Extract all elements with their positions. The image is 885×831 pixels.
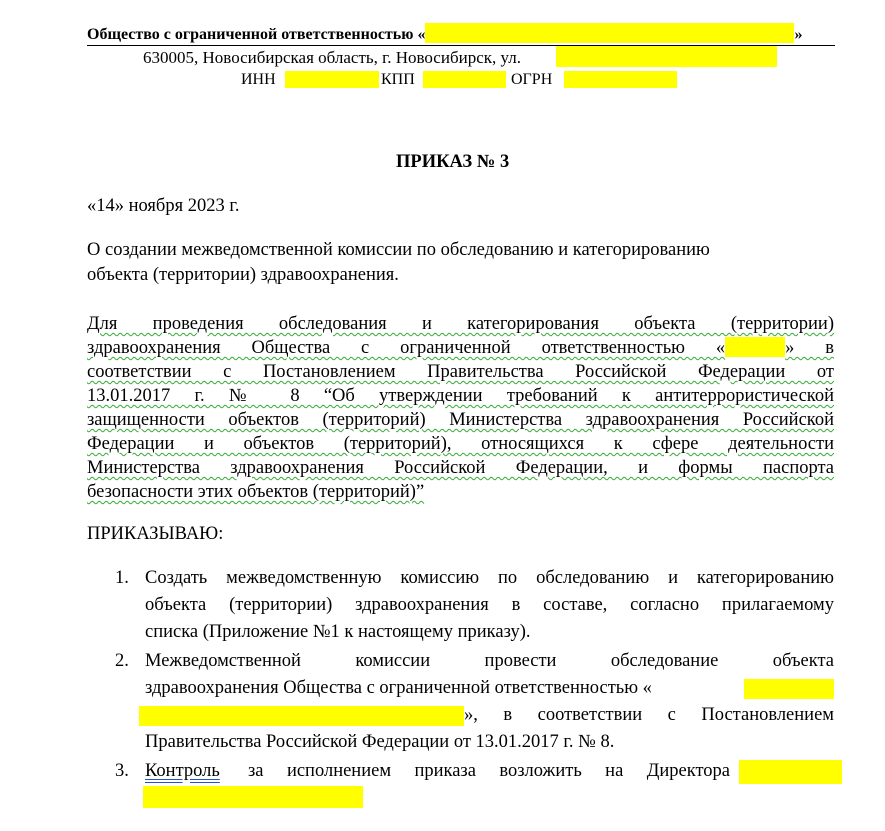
preamble-line-5: защищенности объектов (территорий) Министерства здравоохранения Российской — [87, 410, 834, 430]
preamble-line-3: соответствии с Постановлением Правительства Российской Федерации от — [87, 362, 834, 382]
redacted-item-2-b — [139, 706, 464, 726]
address-text: 630005, Новосибирская область, г. Новосибирск, ул. — [143, 48, 521, 67]
item-1-number: 1. — [115, 568, 129, 588]
item-2-line-1-text: Межведомственной комиссии провести обследование объекта — [145, 651, 834, 671]
preamble-line-7: Министерства здравоохранения Российской Федерации, и формы паспорта — [87, 458, 834, 478]
item-2-line-2-text: здравоохранения Общества с ограниченной ответственностью « — [145, 678, 652, 698]
item-3-line-1-rest — [248, 758, 730, 785]
item-1-line-2: объекта (территории) здравоохранения в составе, согласно прилагаемому — [145, 595, 834, 615]
redacted-company-name — [425, 23, 794, 43]
redacted-director-b — [143, 786, 363, 808]
item-2-line-3 — [464, 702, 834, 729]
ogrn-label: ОГРН — [511, 71, 553, 88]
kpp-label: КПП — [381, 71, 415, 88]
subject-line-2: объекта (территории) здравоохранения. — [87, 265, 399, 285]
redacted-ogrn — [564, 71, 677, 88]
document-date: «14» ноября 2023 г. — [87, 196, 240, 216]
company-prefix: Общество с ограниченной ответственностью « — [87, 26, 426, 43]
company-suffix: » — [794, 26, 803, 43]
item-2-line-2 — [145, 675, 652, 702]
preamble-line-8: безопасности этих объектов (территорий)” — [87, 482, 425, 502]
item-3-line-1 — [145, 758, 220, 785]
preamble-line-6: Федерации и объектов (территорий), относящихся к сфере деятельности — [87, 434, 834, 454]
item-2-number: 2. — [115, 651, 129, 671]
preamble-line-2 — [87, 336, 834, 360]
address-line — [143, 48, 521, 68]
subject-line-1: О создании межведомственной комиссии по обследованию и категорированию — [87, 240, 710, 260]
order-word: ПРИКАЗЫВАЮ: — [87, 524, 224, 544]
preamble-line-2b: » в — [785, 338, 834, 358]
redacted-inn — [285, 71, 379, 88]
preamble-line-1: Для проведения обследования и категорирования объекта (территории) — [87, 314, 834, 334]
requisites-line — [241, 71, 276, 89]
item-1-line-3: списка (Приложение №1 к настоящему приказу). — [145, 622, 531, 642]
item-3-line-1-text: за исполнением приказа возложить на Директора — [248, 761, 730, 781]
item-2-line-1 — [145, 648, 834, 675]
document-title: ПРИКАЗ № 3 — [396, 152, 510, 172]
preamble-line-4: 13.01.2017 г. № 8 “Об утверждении требований к антитеррористической — [87, 386, 834, 406]
item-2-line-4: Правительства Российской Федерации от 13.01.2017 г. № 8. — [145, 732, 615, 752]
item-3-number: 3. — [115, 761, 129, 781]
item-3-control-word: Контроль — [145, 761, 220, 781]
redacted-kpp — [423, 71, 506, 88]
inn-label: ИНН — [241, 71, 276, 88]
redacted-company-short — [725, 337, 785, 357]
item-1-line-1: Создать межведомственную комиссию по обследованию и категорированию — [145, 568, 834, 588]
redacted-item-2-a — [744, 679, 834, 699]
redacted-address — [556, 46, 777, 67]
preamble-line-2a: здравоохранения Общества с ограниченной ответственностью « — [87, 338, 726, 358]
item-2-line-3-text: », в соответствии с Постановлением — [464, 705, 834, 725]
redacted-director-a — [739, 760, 842, 784]
company-line — [87, 23, 802, 44]
